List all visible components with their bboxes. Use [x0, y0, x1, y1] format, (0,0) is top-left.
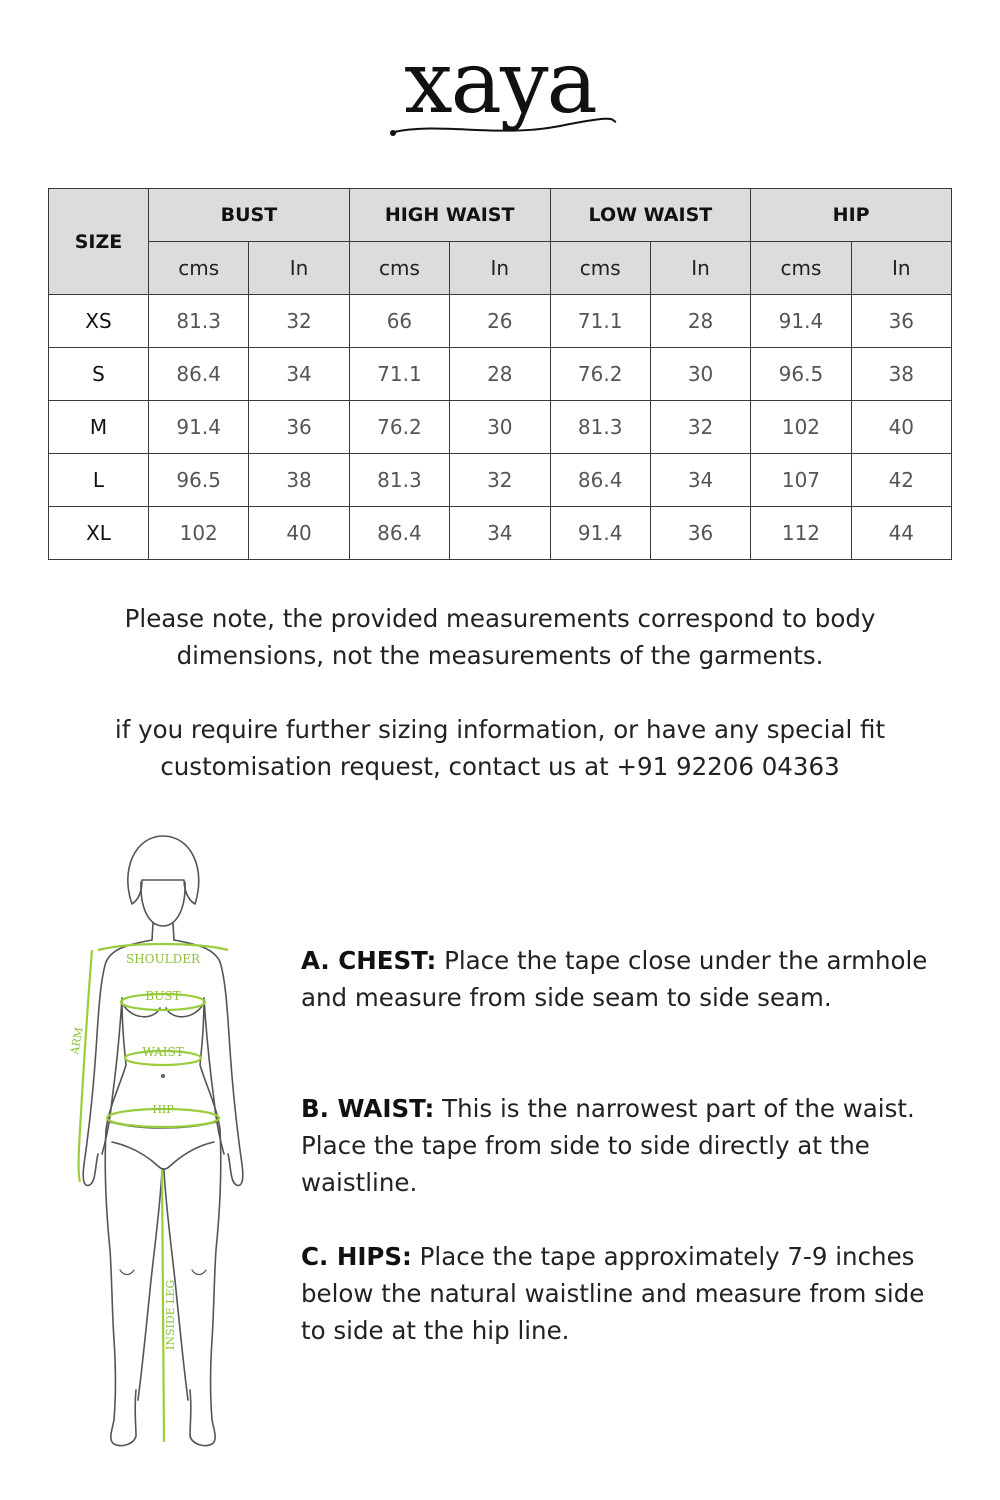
table-row — [49, 507, 952, 560]
unit-header-cms: cms — [751, 242, 851, 295]
body-measurement-figure — [50, 830, 270, 1460]
xaya-logo-icon — [380, 34, 620, 144]
table-cell: 91.4 — [149, 401, 249, 454]
table-cell: 32 — [249, 295, 349, 348]
size-cell: XS — [49, 295, 149, 348]
size-chart-table — [48, 188, 952, 560]
group-header-hip: HIP — [751, 189, 952, 242]
measurement-note: Please note, the provided measurements correspond to body dimensions, not the measurements of the garments. — [124, 604, 876, 670]
inside-leg-label: INSIDE LEG — [164, 1279, 177, 1350]
size-cell: L — [49, 454, 149, 507]
table-cell: 86.4 — [349, 507, 449, 560]
size-cell: XL — [49, 507, 149, 560]
table-cell: 36 — [249, 401, 349, 454]
unit-header-in: In — [249, 242, 349, 295]
table-cell: 44 — [851, 507, 951, 560]
unit-header-in: In — [450, 242, 550, 295]
size-cell: M — [49, 401, 149, 454]
table-cell: 102 — [751, 401, 851, 454]
table-cell: 40 — [249, 507, 349, 560]
table-row — [49, 295, 952, 348]
table-cell: 36 — [851, 295, 951, 348]
unit-header-cms: cms — [349, 242, 449, 295]
table-cell: 34 — [450, 507, 550, 560]
waist-title: B. WAIST: — [301, 1094, 435, 1123]
arm-label: ARM — [68, 1026, 86, 1056]
bust-label: BUST — [145, 989, 181, 1003]
table-cell: 34 — [249, 348, 349, 401]
table-cell: 102 — [149, 507, 249, 560]
hip-label: HIP — [152, 1103, 174, 1116]
table-cell: 81.3 — [149, 295, 249, 348]
logo-wordmark: xaya — [404, 34, 596, 133]
contact-note: if you require further sizing information, or have any special fit customisation request, contact us at +91 92206 04363 — [114, 715, 886, 781]
table-cell: 26 — [450, 295, 550, 348]
table-cell: 28 — [650, 295, 750, 348]
table-cell: 32 — [450, 454, 550, 507]
table-cell: 112 — [751, 507, 851, 560]
table-row — [49, 454, 952, 507]
table-row — [49, 348, 952, 401]
group-header-bust: BUST — [149, 189, 350, 242]
table-row — [49, 401, 952, 454]
table-cell: 96.5 — [751, 348, 851, 401]
table-cell: 36 — [650, 507, 750, 560]
group-header-low-waist: LOW WAIST — [550, 189, 751, 242]
chest-title: A. CHEST: — [301, 946, 437, 975]
table-cell: 30 — [450, 401, 550, 454]
table-cell: 28 — [450, 348, 550, 401]
table-cell: 66 — [349, 295, 449, 348]
group-header-high-waist: HIGH WAIST — [349, 189, 550, 242]
table-cell: 40 — [851, 401, 951, 454]
hips-instruction — [301, 1238, 951, 1349]
table-cell: 81.3 — [550, 401, 650, 454]
size-header: SIZE — [49, 189, 149, 295]
hips-title: C. HIPS: — [301, 1242, 412, 1271]
table-cell: 76.2 — [550, 348, 650, 401]
brand-logo — [380, 34, 620, 144]
table-header-groups — [49, 189, 952, 242]
waist-label: WAIST — [142, 1045, 184, 1059]
table-cell: 42 — [851, 454, 951, 507]
table-cell: 34 — [650, 454, 750, 507]
table-header-units — [49, 242, 952, 295]
table-cell: 71.1 — [349, 348, 449, 401]
table-cell: 38 — [249, 454, 349, 507]
table-cell: 38 — [851, 348, 951, 401]
shoulder-label: SHOULDER — [125, 952, 201, 966]
table-cell: 30 — [650, 348, 750, 401]
table-cell: 81.3 — [349, 454, 449, 507]
table-cell: 86.4 — [149, 348, 249, 401]
waist-text: This is the narrowest part of the waist. Place the tape from side to side directly at the waistline. — [301, 1094, 915, 1197]
table-cell: 96.5 — [149, 454, 249, 507]
table-cell: 32 — [650, 401, 750, 454]
table-cell: 71.1 — [550, 295, 650, 348]
body-outline-icon — [50, 830, 270, 1460]
table-cell: 91.4 — [550, 507, 650, 560]
hips-text: Place the tape approximately 7-9 inches below the natural waistline and measure from side to side at the hip line. — [301, 1242, 925, 1345]
table-cell: 91.4 — [751, 295, 851, 348]
unit-header-cms: cms — [550, 242, 650, 295]
unit-header-cms: cms — [149, 242, 249, 295]
unit-header-in: In — [650, 242, 750, 295]
unit-header-in: In — [851, 242, 951, 295]
table-cell: 86.4 — [550, 454, 650, 507]
size-cell: S — [49, 348, 149, 401]
chest-instruction — [301, 942, 951, 1016]
chest-text: Place the tape close under the armhole and measure from side seam to side seam. — [301, 946, 928, 1012]
waist-instruction — [301, 1090, 951, 1201]
table-cell: 107 — [751, 454, 851, 507]
table-cell: 76.2 — [349, 401, 449, 454]
